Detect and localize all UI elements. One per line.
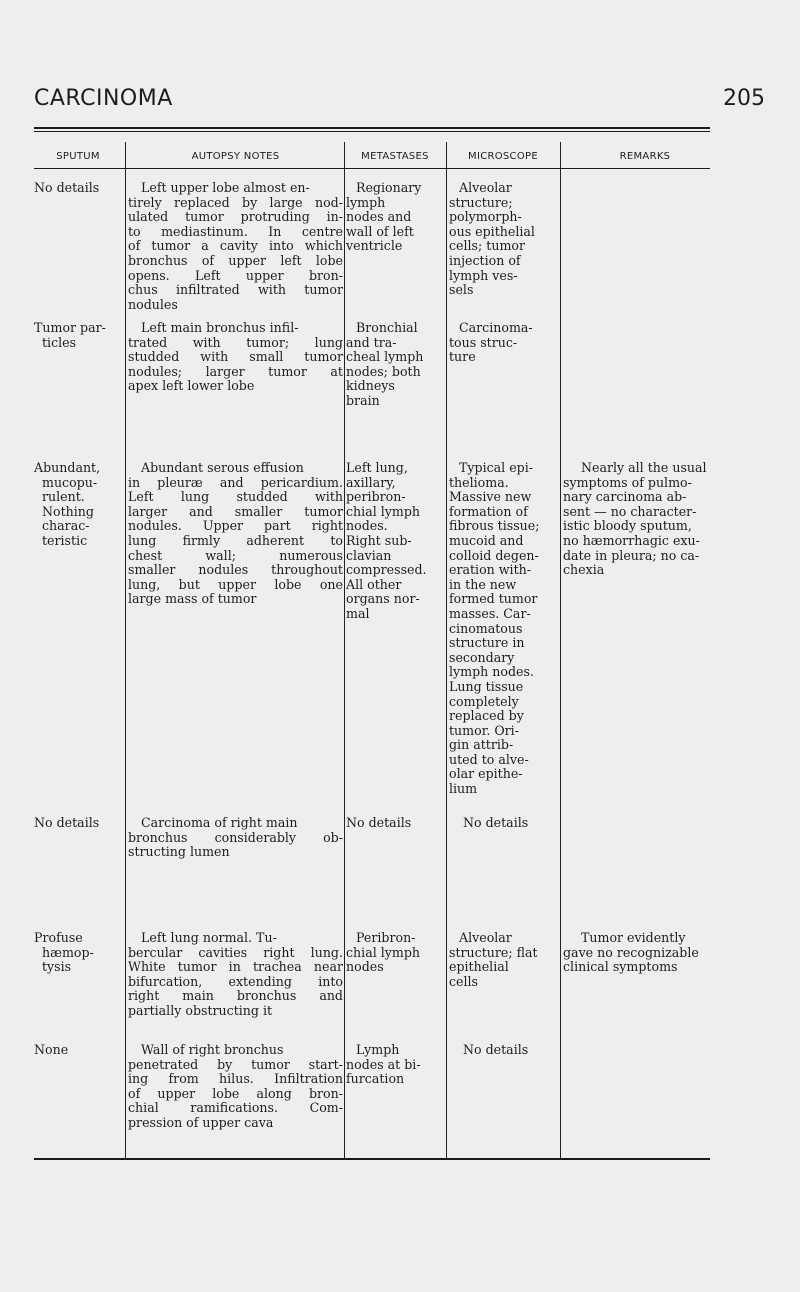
cell-line: ventricle	[346, 238, 403, 254]
cell-line: completely	[449, 693, 519, 709]
cell-line: formation of	[449, 503, 528, 519]
header-rule	[34, 168, 710, 169]
cell-line: lymph	[346, 194, 386, 210]
cell-line: formed tumor	[449, 591, 538, 607]
cell-line: No details	[34, 815, 100, 830]
column-header-remarks: REMARKS	[619, 151, 671, 162]
cell-line: mucopu-	[42, 474, 98, 490]
cell-line: sels	[449, 282, 474, 298]
cell-line: nodes; both	[346, 363, 421, 379]
cell-line: partially obstructing it	[128, 1002, 273, 1018]
cell-line: injection of	[449, 252, 521, 268]
top-rule	[34, 127, 710, 129]
cell-line: Massive new	[449, 489, 532, 505]
cell-line: ture	[449, 349, 476, 365]
microscope-cell	[449, 181, 559, 298]
cell-line: nary carcinoma ab-	[563, 489, 687, 505]
column-header-sputum: SPUTUM	[56, 151, 100, 162]
cell-line: Lung tissue	[449, 678, 524, 694]
cell-line: smaller nodules throughout	[128, 562, 343, 578]
cell-line: Alveolar	[459, 930, 512, 945]
microscope-cell	[449, 461, 559, 797]
autopsy-notes-cell	[128, 1043, 343, 1131]
cell-line: tysis	[42, 959, 72, 975]
cell-line: nodules	[128, 296, 178, 312]
cell-line: and tra-	[346, 334, 397, 350]
cell-line: Nothing	[42, 503, 94, 519]
cell-line: cells	[449, 973, 479, 989]
cell-line: in pleuræ and pericardium.	[128, 474, 343, 490]
cell-line: White tumor in trachea near	[128, 959, 343, 975]
column-header-autopsy-notes: AUTOPSY NOTES	[191, 151, 280, 162]
cell-line: compressed.	[346, 562, 427, 578]
autopsy-notes-cell	[128, 321, 343, 394]
running-title: CARCINOMA	[34, 86, 173, 111]
cell-line: penetrated by tumor start-	[128, 1056, 343, 1072]
cell-line: ticles	[42, 334, 77, 350]
column-divider-1	[125, 142, 126, 1159]
cell-line: No details	[346, 815, 412, 830]
column-divider-4	[560, 142, 561, 1159]
cell-line: Lymph	[356, 1042, 400, 1057]
cell-line: organs nor-	[346, 591, 420, 607]
cell-line: chexia	[563, 562, 605, 578]
metastases-cell	[346, 321, 444, 409]
column-header-microscope: MICROSCOPE	[468, 151, 538, 162]
cell-line: Typical epi-	[459, 460, 533, 475]
cell-line: no hæmorrhagic exu-	[563, 532, 700, 548]
cell-line: Left lung normal. Tu-	[141, 930, 277, 945]
cell-line: right main bronchus and	[128, 988, 343, 1004]
sputum-cell	[34, 1043, 122, 1058]
metastases-cell	[346, 816, 444, 831]
cell-line: bercular cavities right lung.	[128, 944, 343, 960]
column-header-metastases: METASTASES	[361, 151, 429, 162]
cell-line: in the new	[449, 576, 517, 592]
cell-line: secondary	[449, 649, 515, 665]
cell-line: Profuse	[34, 930, 83, 945]
cell-line: cheal lymph	[346, 349, 424, 365]
cell-line: eration with-	[449, 562, 532, 578]
cell-line: cells; tumor	[449, 238, 525, 254]
cell-line: brain	[346, 392, 380, 408]
autopsy-notes-cell	[128, 931, 343, 1019]
top-rule-thin	[34, 131, 710, 132]
cell-line: Bronchial	[356, 320, 418, 335]
sputum-cell	[34, 181, 122, 196]
cell-line: fibrous tissue;	[449, 518, 540, 534]
cell-line: ing from hilus. Infiltration	[128, 1071, 343, 1087]
cell-line: Carcinoma of right main	[141, 815, 298, 830]
cell-line: Nearly all the usual	[581, 460, 707, 475]
cell-line: of tumor a cavity into which	[128, 238, 343, 254]
cell-line: apex left lower lobe	[128, 378, 255, 394]
cell-line: lung, but upper lobe one	[128, 576, 343, 592]
cell-line: All other	[346, 576, 402, 592]
cell-line: tirely replaced by large nod-	[128, 194, 343, 210]
cell-line: teristic	[42, 532, 88, 548]
cell-line: ulated tumor protruding in-	[128, 209, 343, 225]
cell-line: tumor. Ori-	[449, 722, 519, 738]
cell-line: studded with small tumor	[128, 349, 343, 365]
cell-line: thelioma.	[449, 474, 509, 490]
remarks-cell	[563, 931, 723, 975]
cell-line: nodes.	[346, 518, 388, 534]
cell-line: Right sub-	[346, 532, 412, 548]
cell-line: peribron-	[346, 489, 406, 505]
cell-line: date in pleura; no ca-	[563, 547, 700, 563]
metastases-cell	[346, 181, 444, 254]
cell-line: axillary,	[346, 474, 396, 490]
cell-line: chial lymph	[346, 944, 420, 960]
cell-line: chial lymph	[346, 503, 420, 519]
cell-line: No details	[34, 180, 100, 195]
cell-line: bifurcation, extending into	[128, 973, 343, 989]
cell-line: cinomatous	[449, 620, 523, 636]
cell-line: bronchus of upper left lobe	[128, 252, 343, 268]
cell-line: masses. Car-	[449, 605, 531, 621]
microscope-cell	[449, 931, 559, 989]
sputum-cell	[34, 931, 122, 975]
sputum-cell	[34, 461, 122, 549]
cell-line: istic bloody sputum,	[563, 518, 692, 534]
cell-line: lymph nodes.	[449, 664, 534, 680]
cell-line: opens. Left upper bron-	[128, 267, 343, 283]
cell-line: Left lung,	[346, 460, 408, 475]
cell-line: kidneys	[346, 378, 395, 394]
cell-line: uted to alve-	[449, 751, 529, 767]
cell-line: nodes at bi-	[346, 1056, 421, 1072]
cell-line: nodes and	[346, 209, 412, 225]
page-number: 205	[723, 86, 765, 111]
cell-line: lymph ves-	[449, 267, 518, 283]
cell-line: large mass of tumor	[128, 591, 257, 607]
column-divider-2	[344, 142, 345, 1159]
cell-line: gin attrib-	[449, 737, 514, 753]
cell-line: Abundant,	[34, 460, 101, 475]
cell-line: mucoid and	[449, 532, 524, 548]
sputum-cell	[34, 321, 122, 350]
cell-line: symptoms of pulmo-	[563, 474, 692, 490]
autopsy-notes-cell	[128, 816, 343, 860]
remarks-cell	[563, 461, 723, 578]
bottom-rule	[34, 1158, 710, 1160]
page-header	[34, 86, 765, 112]
cell-line: Tumor evidently	[581, 930, 686, 945]
autopsy-notes-cell	[128, 181, 343, 312]
cell-line: Regionary	[356, 180, 422, 195]
cell-line: Carcinoma-	[459, 320, 533, 335]
autopsy-notes-cell	[128, 461, 343, 607]
cell-line: lung firmly adherent to	[128, 532, 343, 548]
cell-line: mal	[346, 605, 370, 621]
cell-line: gave no recognizable	[563, 944, 699, 960]
metastases-cell	[346, 931, 444, 975]
cell-line: nodules; larger tumor at	[128, 363, 343, 379]
cell-line: Left upper lobe almost en-	[141, 180, 310, 195]
cell-line: clavian	[346, 547, 392, 563]
cell-line: charac-	[42, 518, 90, 534]
cell-line: to mediastinum. In centre	[128, 223, 343, 239]
microscope-cell	[449, 321, 559, 365]
cell-line: None	[34, 1042, 69, 1057]
column-divider-3	[446, 142, 447, 1159]
cell-line: Left lung studded with	[128, 489, 343, 505]
cell-line: bronchus considerably ob-	[128, 829, 343, 845]
cell-line: sent — no character-	[563, 503, 697, 519]
cell-line: nodules. Upper part right	[128, 518, 343, 534]
cell-line: of upper lobe along bron-	[128, 1085, 343, 1101]
cell-line: furcation	[346, 1071, 405, 1087]
metastases-cell	[346, 461, 444, 622]
cell-line: chest wall; numerous	[128, 547, 343, 563]
cell-line: chial ramifications. Com-	[128, 1100, 343, 1116]
microscope-cell	[449, 1043, 559, 1058]
cell-line: ous epithelial	[449, 223, 535, 239]
cell-line: No details	[463, 1042, 529, 1057]
cell-line: rulent.	[42, 489, 85, 505]
cell-line: wall of left	[346, 223, 414, 239]
cell-line: tous struc-	[449, 334, 518, 350]
cell-line: Alveolar	[459, 180, 512, 195]
cell-line: structure;	[449, 194, 513, 210]
cell-line: epithelial	[449, 959, 509, 975]
cell-line: structing lumen	[128, 844, 230, 860]
cell-line: lium	[449, 781, 478, 797]
cell-line: Tumor par-	[34, 320, 106, 335]
sputum-cell	[34, 816, 122, 831]
cell-line: No details	[463, 815, 529, 830]
cell-line: trated with tumor; lung	[128, 334, 343, 350]
cell-line: Wall of right bronchus	[141, 1042, 284, 1057]
cell-line: replaced by	[449, 708, 524, 724]
cell-line: hæmop-	[42, 944, 94, 960]
cell-line: pression of upper cava	[128, 1114, 274, 1130]
cell-line: Peribron-	[356, 930, 416, 945]
cell-line: olar epithe-	[449, 766, 523, 782]
cell-line: larger and smaller tumor	[128, 503, 343, 519]
cell-line: polymorph-	[449, 209, 522, 225]
cell-line: clinical symptoms	[563, 959, 678, 975]
cell-line: structure; flat	[449, 944, 538, 960]
cell-line: chus infiltrated with tumor	[128, 282, 343, 298]
cell-line: nodes	[346, 959, 384, 975]
cell-line: colloid degen-	[449, 547, 539, 563]
cell-line: Abundant serous effusion	[141, 460, 304, 475]
cell-line: structure in	[449, 635, 525, 651]
cell-line: Left main bronchus infil-	[141, 320, 299, 335]
metastases-cell	[346, 1043, 444, 1087]
microscope-cell	[449, 816, 559, 831]
